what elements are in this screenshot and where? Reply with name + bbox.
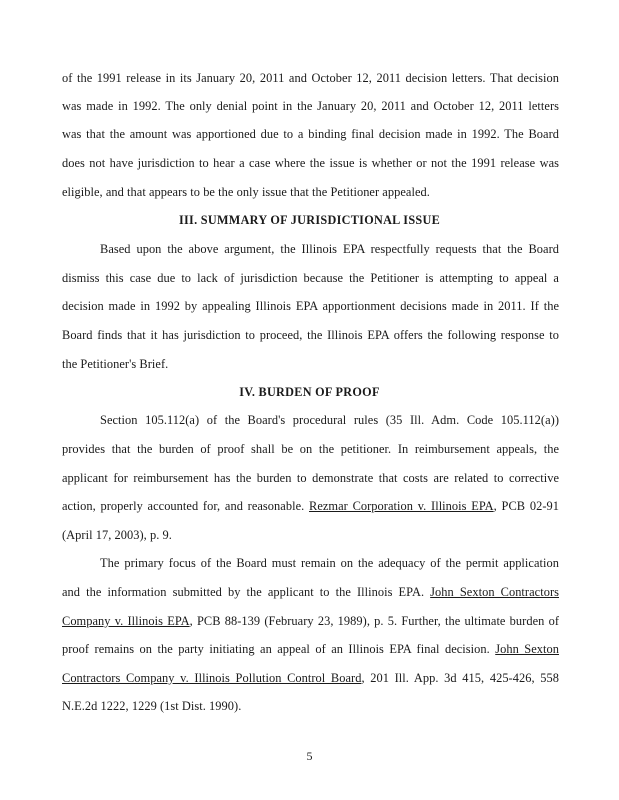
body-text-line: The primary focus of the Board must remain on the adequacy of the permit application <box>100 556 559 570</box>
body-text-line: N.E.2d 1222, 1229 (1st Dist. 1990). <box>62 699 242 713</box>
text-span: and the information submitted by the applicant to the Illinois EPA. <box>62 585 431 599</box>
case-citation: Company v. Illinois EPA <box>62 614 190 628</box>
body-text-line: was that the amount was apportioned due to a binding final decision made in 1992. The Board <box>62 127 559 141</box>
body-text-line: decision made in 1992 by appealing Illinois EPA apportionment decisions made in 2011. If the <box>62 299 559 313</box>
text-span: proof remains on the party initiating an appeal of an Illinois EPA final decision. <box>62 642 496 656</box>
body-text-line: Board finds that it has jurisdiction to proceed, the Illinois EPA offers the following response to <box>62 328 559 342</box>
text-span: , PCB 88-139 (February 23, 1989), p. 5. Further, the ultimate burden of <box>189 614 559 628</box>
body-text-line: applicant for reimbursement has the burden to demonstrate that costs are related to corrective <box>62 471 559 485</box>
body-text-line: of the 1991 release in its January 20, 2011 and October 12, 2011 decision letters. That decision <box>62 71 559 85</box>
body-text-line: was made in 1992. The only denial point in the January 20, 2011 and October 12, 2011 letters <box>62 99 559 113</box>
body-text-line <box>62 670 559 686</box>
body-text-line: the Petitioner's Brief. <box>62 357 169 371</box>
section-heading-burden-of-proof: IV. BURDEN OF PROOF <box>239 385 380 399</box>
body-text-line: dismiss this case due to lack of jurisdiction because the Petitioner is attempting to appeal a <box>62 271 559 285</box>
text-span: , 201 Ill. App. 3d 415, 425-426, 558 <box>361 671 559 685</box>
body-text-line <box>62 641 559 657</box>
case-citation: John Sexton <box>495 642 560 656</box>
case-citation: Rezmar Corporation v. Illinois EPA <box>309 499 494 513</box>
body-text-line: Based upon the above argument, the Illinois EPA respectfully requests that the Board <box>100 242 559 256</box>
body-text-line: (April 17, 2003), p. 9. <box>62 528 172 542</box>
section-heading-jurisdictional-issue: III. SUMMARY OF JURISDICTIONAL ISSUE <box>178 213 441 227</box>
page-number: 5 <box>306 749 313 763</box>
body-text-line: eligible, and that appears to be the only issue that the Petitioner appealed. <box>62 185 430 199</box>
body-text-line: provides that the burden of proof shall be on the petitioner. In reimbursement appeals, the <box>62 442 559 456</box>
case-citation: Contractors Company v. Illinois Pollution Control Board <box>62 671 362 685</box>
body-text-line <box>62 584 559 600</box>
text-span: action, properly accounted for, and reasonable. <box>62 499 310 513</box>
body-text-line: Section 105.112(a) of the Board's procedural rules (35 Ill. Adm. Code 105.112(a)) <box>100 413 559 427</box>
case-citation: John Sexton Contractors <box>430 585 559 599</box>
body-text-line <box>62 498 559 514</box>
body-text-line <box>62 613 559 629</box>
body-text-line: does not have jurisdiction to hear a case where the issue is whether or not the 1991 release was <box>62 156 559 170</box>
text-span: , PCB 02-91 <box>493 499 559 513</box>
